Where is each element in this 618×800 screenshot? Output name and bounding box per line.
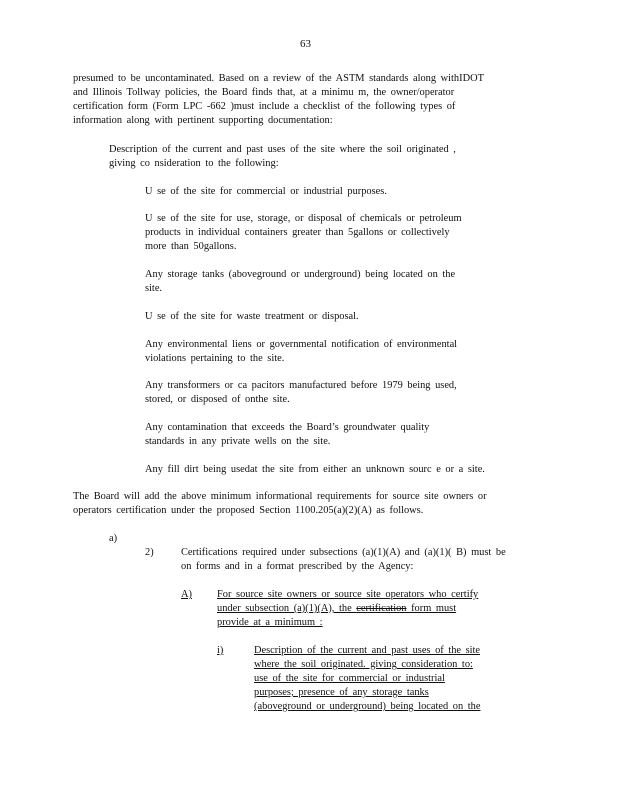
- subsection-i-line-4: purposes; presence of any storage tanks: [254, 687, 429, 698]
- subsection-2-label: 2): [145, 547, 154, 558]
- checklist-item-3-line-1: Any storage tanks (aboveground or underground) being located on the: [145, 269, 456, 280]
- board-para-line-2: operators certification under the proposed Section 1100.205(a)(2)(A) as follows.: [73, 505, 424, 516]
- subsection-A-line-3: provide at a minimum :: [217, 617, 323, 628]
- checklist-item-2-line-1: U se of the site for use, storage, or disposal of chemicals or petroleum: [145, 213, 462, 224]
- subsection-i-line-5: (aboveground or underground) being located on the: [254, 701, 481, 712]
- intro-line-4: information along with pertinent supporting documentation:: [73, 115, 333, 126]
- checklist-item-4: U se of the site for waste treatment or disposal.: [145, 311, 359, 322]
- board-para-line-1: The Board will add the above minimum informational requirements for source site owners or: [73, 491, 487, 502]
- subsection-2-line-2: on forms and in a format prescribed by the Agency:: [181, 561, 414, 572]
- subsection-A-line-1: For source site owners or source site operators who certify: [217, 589, 479, 600]
- intro-line-2: and Illinois Tollway policies, the Board finds that, at a minimu m, the owner/operator: [73, 87, 455, 98]
- subsection-A-label: A): [181, 589, 192, 600]
- description-line-1: Description of the current and past uses of the site where the soil originated ,: [109, 144, 456, 155]
- checklist-item-1: U se of the site for commercial or industrial purposes.: [145, 186, 387, 197]
- checklist-item-7-line-1: Any contamination that exceeds the Board’s groundwater quality: [145, 422, 430, 433]
- checklist-item-6-line-2: stored, or disposed of onthe site.: [145, 394, 290, 405]
- struck-word-certification: certification: [356, 603, 407, 614]
- checklist-item-6-line-1: Any transformers or ca pacitors manufactured before 1979 being used,: [145, 380, 457, 391]
- checklist-item-8: Any fill dirt being usedat the site from either an unknown sourc e or a site.: [145, 464, 485, 475]
- subsection-A-line-2: [217, 602, 456, 615]
- subsection-i-line-2: where the soil originated. giving consideration to:: [254, 659, 473, 670]
- checklist-item-2-line-3: more than 50gallons.: [145, 241, 237, 252]
- subsection-A-line-2-start: under subsection (a)(1)(A), the: [217, 603, 357, 614]
- subsection-i-line-3: use of the site for commercial or industrial: [254, 673, 445, 684]
- checklist-item-3-line-2: site.: [145, 283, 163, 294]
- subsection-A-line-2-end: form must: [406, 603, 457, 614]
- intro-line-3: certification form (Form LPC -662 )must include a checklist of the following types of: [73, 101, 456, 112]
- description-line-2: giving co nsideration to the following:: [109, 158, 279, 169]
- subsection-a-label: a): [109, 533, 118, 544]
- checklist-item-7-line-2: standards in any private wells on the site.: [145, 436, 331, 447]
- subsection-i-line-1: Description of the current and past uses of the site: [254, 645, 481, 656]
- subsection-2-line-1: Certifications required under subsections (a)(1)(A) and (a)(1)( B) must be: [181, 547, 506, 558]
- checklist-item-5-line-1: Any environmental liens or governmental notification of environmental: [145, 339, 458, 350]
- subsection-i-label: i): [217, 645, 224, 656]
- intro-line-1: presumed to be uncontaminated. Based on a review of the ASTM standards along withIDOT: [73, 73, 484, 84]
- page-number: 63: [300, 38, 311, 50]
- checklist-item-5-line-2: violations pertaining to the site.: [145, 353, 285, 364]
- checklist-item-2-line-2: products in individual containers greater than 5gallons or collectively: [145, 227, 450, 238]
